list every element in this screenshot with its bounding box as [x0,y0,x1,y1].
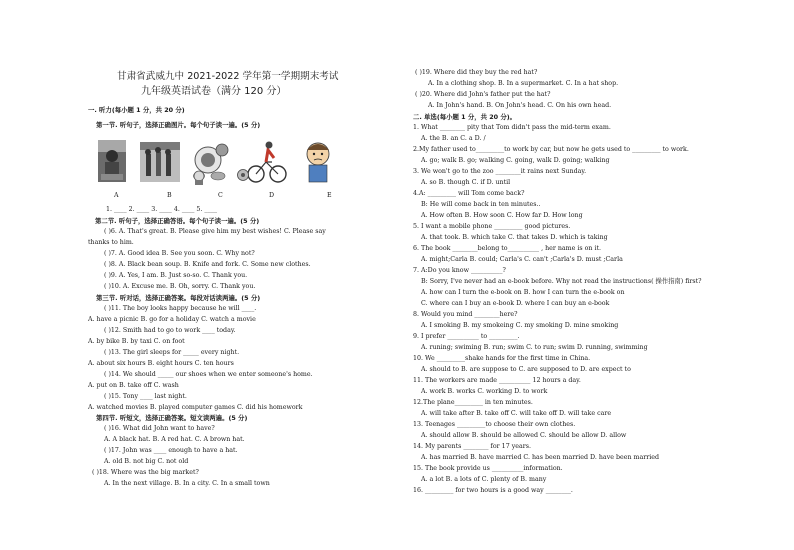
right-line: A. should to B. are suppose to C. are supposed to D. are expect to [421,366,631,373]
right-line: 5. I want a mobile phone _________ good pictures. [413,223,571,230]
right-line: 6. The book ________belong to__________ , her name is on it. [413,245,602,252]
right-line: 3. We won't go to the zoo ________it rains next Sunday. [413,168,587,175]
left-line: C [218,192,223,199]
right-line: 16. _________ for two hours is a good way ________. [413,487,573,494]
listening-pictures [96,136,346,188]
right-line: 11. The workers are made __________ 12 hours a day. [413,377,581,384]
left-line: ( )16. What did John want to have? [104,425,215,432]
left-line: B [167,192,172,199]
left-line: 第三节. 听对话，选择正确答案。每段对话读两遍。(5 分) [96,294,261,302]
left-line: ( )8. A. Black bean soup. B. Knife and fork. C. Some new clothes. [104,261,311,268]
left-line: ( )11. The boy looks happy because he will ____. [104,305,257,312]
left-line: A. by bike B. by taxi C. on foot [88,338,185,345]
right-line: A. go; walk B. go; walking C. going, walk D. going; walking [421,157,610,164]
left-line: D [269,192,275,199]
left-line: ( )18. Where was the big market? [92,469,199,476]
right-line: B: Sorry, I've never had an e-book before. Why not read the instructions( 操作指南) first? [421,278,702,285]
right-line: A. work B. works C. working D. to work [421,388,548,395]
right-line: 12.The plane_________ in ten minutes. [413,399,533,406]
right-line: B: He will come back in ten minutes.. [421,201,541,208]
right-line: A. In John's hand. B. On John's head. C. On his own head. [428,102,612,109]
right-line: 二. 单选(每小题 1 分，共 20 分)。 [413,113,517,121]
left-line: A. old B. not big C. not old [104,458,189,465]
right-line: ( )20. Where did John's father put the hat? [415,91,551,98]
left-line: A. watched movies B. played computer games C. did his homework [88,404,303,411]
left-line: ( )6. A. That's great. B. Please give him my best wishes! C. Please say [104,228,326,235]
left-line: A. put on B. take off C. wash [88,382,179,389]
right-line: A. that took. B. which take C. that takes D. which is taking [421,234,608,241]
right-line: A. I smoking B. my smokeing C. my smoking D. mine smoking [421,322,619,329]
right-line: 2.My father used to_________to work by car, but now he gets used to _________ to work. [413,146,689,153]
picture-e-boy-icon [307,143,329,182]
left-line: ( )12. Smith had to go to work ____ today. [104,327,236,334]
right-line: A. will take after B. take off C. will take off D. will take care [421,410,612,417]
left-line: ( )14. We should _____ our shoes when we enter someone's home. [104,371,313,378]
picture-b-crowd-icon [140,142,180,182]
small-figure-c-icon [236,168,250,184]
picture-a-woman-icon [98,140,126,182]
left-line: thanks to him. [88,239,134,246]
left-line: A. In the next village. B. In a city. C. In a small town [104,480,270,487]
right-line: 15. The book provide us __________information. [413,465,563,472]
right-line: A. runing; swiming B. run; swim C. to run; swim D. running, swimming [421,344,648,351]
right-line: A. how can I turn the e-book on B. how I can turn the e-book on [421,289,625,296]
exam-title: 甘肃省武威九中 2021-2022 学年第一学期期末考试 [117,71,339,82]
left-line: A [114,192,119,199]
right-line: 10. We _________shake hands for the first time in China. [413,355,591,362]
left-line: ( )9. A. Yes, I am. B. Just so-so. C. Thank you. [104,272,248,279]
right-line: 1. What ________ pity that Tom didn't pass the mid-term exam. [413,124,611,131]
right-line: A. the B. an C. a D. / [421,135,486,142]
right-line: A. so B. though C. if D. until [421,179,511,186]
right-line: 9. I prefer __________ to _________. [413,333,520,340]
right-line: 8. Would you mind ________here? [413,311,518,318]
right-line: A. a lot B. a lots of C. plenty of B. many [421,476,547,483]
exam-subtitle: 九年级英语试卷（满分 120 分） [141,86,287,97]
left-line: ( )10. A. Excuse me. B. Oh, sorry. C. Thank you. [104,283,256,290]
right-line: 13. Teenages _________to choose their own clothes. [413,421,576,428]
right-line: A. should allow B. should be allowed C. should be allow D. allow [421,432,627,439]
right-line: 7. A:Do you know __________? [413,267,506,274]
right-line: C. where can I buy an e-book D. where I can buy an e-book [421,300,610,307]
left-line: 第四节. 听短文，选择正确答案。短文读两遍。(5 分) [96,414,248,422]
left-line: 第一节. 听句子，选择正确图片。每个句子读一遍。(5 分) [96,121,261,129]
right-line: A. has married B. have married C. has been married D. have been married [421,454,660,461]
left-line: A. A black hat. B. A red hat. C. A brown hat. [104,436,245,443]
right-line: 4.A: _________ will Tom come back? [413,190,525,197]
left-line: 一. 听力(每小题 1 分，共 20 分) [88,106,185,114]
left-line: A. have a picnic B. go for a holiday C. watch a movie [88,316,256,323]
left-line: ( )13. The girl sleeps for _____ every night. [104,349,240,356]
right-line: 14. My parents ________ for 17 years. [413,443,531,450]
left-line: 第二节. 听句子，选择正确答语。每个句子读一遍。(5 分) [95,217,260,225]
right-line: A. How often B. How soon C. How far D. How long [421,212,583,219]
left-line: A. about six hours B. eight hours C. ten hours [88,360,234,367]
left-line: E [327,192,332,199]
right-line: ( )19. Where did they buy the red hat? [415,69,538,76]
left-line: ( )17. John was ____ enough to have a hat. [104,447,238,454]
right-line: A. In a clothing shop. B. In a supermarket. C. In a hat shop. [428,80,619,87]
right-line: A. might;Carla B. could; Carla's C. can't ;Carla's D. must ;Carla [421,256,623,263]
left-line: ( )7. A. Good idea B. See you soon. C. Why not? [104,250,255,257]
picture-d-cyclist-icon [248,142,286,183]
left-line: ( )15. Tony ____ last night. [104,393,187,400]
left-line: 1. ____ 2. ____ 3. ____ 4. ____ 5. ____ [106,206,218,213]
small-figure-b-icon [192,170,206,186]
